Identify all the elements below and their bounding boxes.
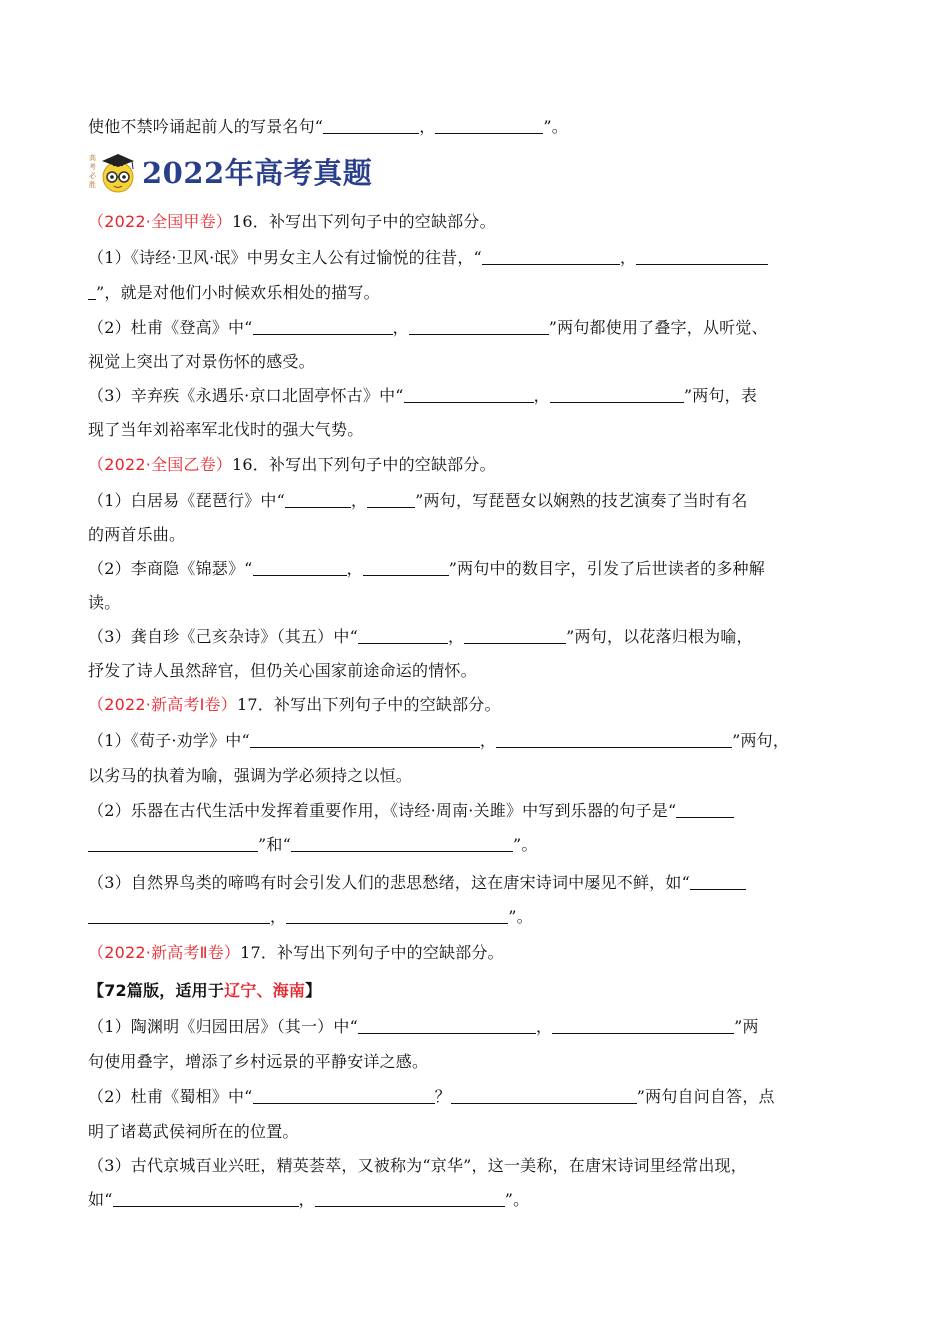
separator: ， — [535, 1017, 553, 1036]
edition-note-prefix: 【72篇版，适用于 — [88, 981, 225, 1000]
separator: ， — [419, 117, 436, 136]
separator: ， — [298, 1190, 315, 1209]
item-text: ”两 — [734, 1017, 759, 1036]
question-item-cont — [88, 835, 538, 855]
source-tag: （2022·全国乙卷） — [88, 455, 233, 474]
answer-blank[interactable] — [496, 733, 732, 748]
answer-blank[interactable] — [367, 493, 415, 508]
item-text: （2）李商隐《锦瑟》“ — [88, 559, 253, 578]
item-text: 的两首乐曲。 — [88, 525, 186, 544]
answer-blank[interactable] — [315, 1192, 505, 1207]
separator: ？ — [434, 1087, 451, 1106]
answer-blank[interactable] — [250, 733, 480, 748]
item-text: ”两句中的数目字，引发了后世读者的多种解 — [448, 559, 765, 578]
item-text: 如“ — [88, 1190, 113, 1209]
item-text: 明了诸葛武侯祠所在的位置。 — [88, 1122, 299, 1141]
item-text: （2）杜甫《登高》中“ — [88, 318, 253, 337]
question-item-cont — [88, 1190, 529, 1210]
answer-blank[interactable] — [358, 629, 448, 644]
separator: ， — [270, 907, 287, 926]
item-text: 现了当年刘裕率军北伐时的强大气势。 — [88, 420, 364, 439]
item-text: ”两句都使用了叠字，从听觉、 — [548, 318, 768, 337]
separator: ， — [346, 559, 363, 578]
answer-blank[interactable] — [323, 119, 419, 134]
item-text: ”两句，以花落归根为喻， — [566, 627, 753, 646]
question-stem: 17．补写出下列句子中的空缺部分。 — [240, 943, 504, 962]
answer-blank[interactable] — [464, 629, 566, 644]
banner-title: 2022年高考真题 — [142, 155, 373, 190]
question-stem: 17．补写出下列句子中的空缺部分。 — [236, 695, 501, 714]
separator: ， — [447, 627, 465, 646]
item-text: （3）古代京城百业兴旺，精英荟萃，又被称为“京华”，这一美称，在唐宋诗词里经常出现， — [88, 1156, 747, 1175]
item-text: ”。 — [504, 1190, 530, 1209]
answer-blank[interactable] — [286, 909, 508, 924]
separator: ， — [619, 248, 637, 267]
question-item — [88, 873, 746, 893]
item-text: （2）杜甫《蜀相》中“ — [88, 1087, 253, 1106]
item-text: 抒发了诗人虽然辞官，但仍关心国家前途命运的情怀。 — [88, 661, 477, 680]
question-header — [88, 695, 501, 715]
question-item-cont — [88, 907, 533, 927]
question-header — [88, 212, 496, 232]
svg-text:高: 高 — [89, 154, 96, 162]
item-text: ”两句， — [732, 731, 790, 750]
item-text: ”和“ — [258, 835, 291, 854]
question-stem: 16．补写出下列句子中的空缺部分。 — [232, 455, 496, 474]
item-text: （3）辛弃疾《永遇乐·京口北固亭怀古》中“ — [88, 386, 404, 405]
separator: ， — [392, 318, 409, 337]
item-text: 句使用叠字，增添了乡村远景的平静安详之感。 — [88, 1052, 429, 1071]
section-banner — [86, 147, 372, 195]
answer-blank[interactable] — [253, 1089, 435, 1104]
source-tag: （2022·新高考Ⅰ卷） — [88, 695, 237, 714]
answer-blank[interactable] — [451, 1089, 637, 1104]
answer-blank[interactable] — [113, 1192, 299, 1207]
intro-line — [88, 117, 568, 137]
question-item — [88, 627, 753, 647]
item-text: ”两句自问自答，点 — [636, 1087, 775, 1106]
separator: ， — [533, 386, 550, 405]
answer-blank[interactable] — [88, 837, 258, 852]
item-text: （1）《荀子·劝学》中“ — [88, 731, 250, 750]
question-item — [88, 491, 748, 511]
answer-blank[interactable] — [253, 561, 347, 576]
answer-blank[interactable] — [404, 388, 534, 403]
intro-text: 使他不禁吟诵起前人的写景名句“ — [88, 117, 324, 136]
source-tag: （2022·全国甲卷） — [88, 212, 233, 231]
question-item — [88, 801, 734, 821]
question-item-cont — [88, 1052, 428, 1072]
question-item-cont — [88, 661, 477, 681]
item-text: ”两句，写琵琶女以娴熟的技艺演奏了当时有名 — [415, 491, 748, 510]
item-text: ”两句，表 — [683, 386, 758, 405]
question-item — [88, 318, 768, 338]
item-text: （2）乐器在古代生活中发挥着重要作用，《诗经·周南·关雎》中写到乐器的句子是“ — [88, 801, 677, 820]
answer-blank[interactable] — [552, 1019, 734, 1034]
question-item-cont — [88, 525, 185, 545]
answer-blank[interactable] — [409, 320, 549, 335]
answer-blank[interactable] — [676, 803, 734, 818]
source-tag: （2022·新高考Ⅱ卷） — [88, 943, 241, 962]
answer-blank[interactable] — [482, 250, 620, 265]
svg-text:必: 必 — [89, 172, 96, 180]
answer-blank[interactable] — [285, 493, 351, 508]
edition-note — [88, 981, 321, 1001]
answer-blank[interactable] — [690, 875, 746, 890]
answer-blank[interactable] — [636, 250, 768, 265]
item-text: 视觉上突出了对景伤怀的感受。 — [88, 352, 315, 371]
question-item — [88, 1017, 759, 1037]
answer-blank[interactable] — [363, 561, 449, 576]
edition-note-regions: 辽宁、海南 — [224, 981, 306, 1000]
intro-end: ”。 — [543, 117, 568, 136]
answer-blank[interactable] — [88, 909, 270, 924]
question-item-cont — [88, 1122, 299, 1142]
item-text: ”。 — [508, 907, 533, 926]
answer-blank[interactable] — [550, 388, 684, 403]
edition-note-suffix: 】 — [305, 981, 322, 1000]
svg-text:胜: 胜 — [89, 181, 96, 189]
answer-blank[interactable] — [435, 119, 543, 134]
item-text: （3）自然界鸟类的啼鸣有时会引发人们的悲思愁绪，这在唐宋诗词中屡见不鲜，如“ — [88, 873, 690, 892]
item-text: （1）《诗经·卫风·氓》中男女主人公有过愉悦的往昔，“ — [88, 248, 482, 267]
question-header — [88, 943, 504, 963]
item-text: 读。 — [88, 593, 121, 612]
question-item — [88, 248, 768, 268]
graduate-owl-logo — [86, 147, 138, 195]
question-item-cont — [88, 352, 315, 372]
item-text: （1）陶渊明《归园田居》（其一）中“ — [88, 1017, 358, 1036]
item-text: ”，就是对他们小时候欢乐相处的描写。 — [96, 283, 380, 302]
question-header — [88, 455, 496, 475]
item-text: （3）龚自珍《己亥杂诗》（其五）中“ — [88, 627, 358, 646]
separator: ， — [479, 731, 497, 750]
question-item-cont — [88, 766, 412, 786]
question-item — [88, 559, 765, 579]
question-item — [88, 386, 757, 406]
question-item-cont — [88, 283, 380, 303]
question-item-cont — [88, 420, 363, 440]
item-text: （1）白居易《琵琶行》中“ — [88, 491, 285, 510]
answer-blank[interactable] — [291, 837, 513, 852]
question-item — [88, 1087, 775, 1107]
question-item-cont — [88, 593, 120, 613]
question-item — [88, 1156, 747, 1176]
item-text: 以劣马的执着为喻，强调为学必须持之以恒。 — [88, 766, 413, 785]
answer-blank[interactable] — [253, 320, 393, 335]
separator: ， — [350, 491, 368, 510]
answer-blank[interactable] — [88, 285, 96, 300]
item-text: ”。 — [512, 835, 538, 854]
question-item — [88, 731, 789, 751]
question-stem: 16．补写出下列句子中的空缺部分。 — [232, 212, 496, 231]
answer-blank[interactable] — [358, 1019, 536, 1034]
svg-text:考: 考 — [89, 163, 96, 171]
